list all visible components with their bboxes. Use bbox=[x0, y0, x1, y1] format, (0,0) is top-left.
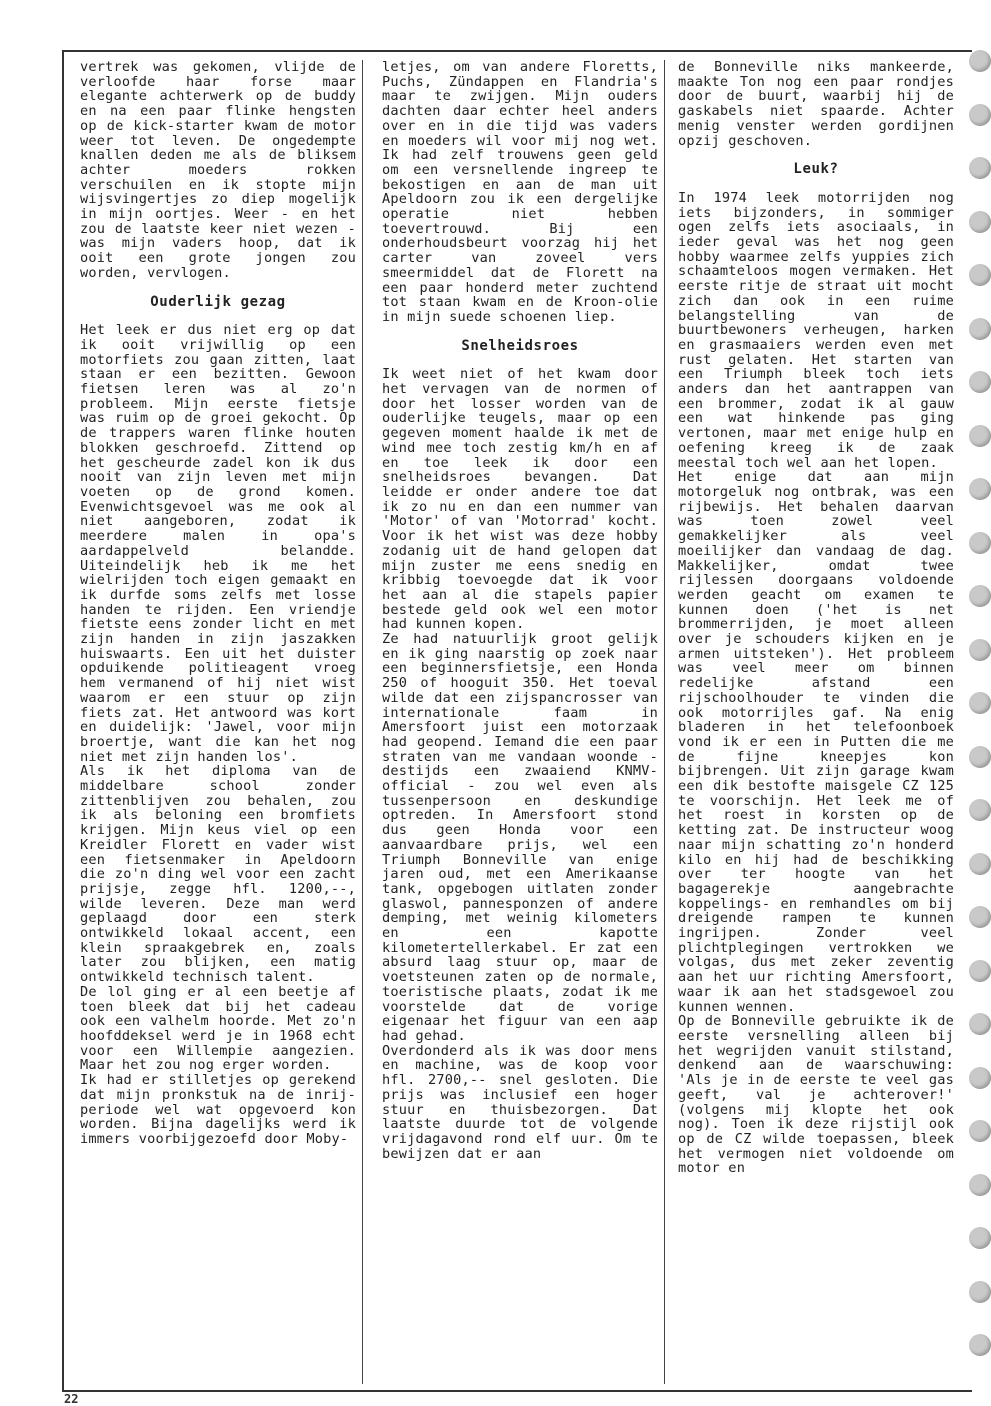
paragraph: De lol ging er al een beetje af toen bleek dat bij het cadeau ook een valhelm hoorde. Met zo'n hoofddeksel werd je in 1968 echt voor een Willempie aangezien. Maar het zou nog erger worden. bbox=[80, 983, 356, 1074]
article-column-2 bbox=[382, 60, 665, 1384]
binder-ring bbox=[969, 1281, 991, 1303]
paragraph: de Bonneville niks mankeerde, maakte Ton nog een paar rondjes door de buurt, waarbij hij de gaskabels niet spaarde. Achter menig venster werden gordijnen opzij geschoven. bbox=[678, 60, 954, 149]
paragraph: Als ik het diploma van de middelbare school zonder zittenblijven zou behalen, zou ik als beloning een bromfiets krijgen. Mijn keus viel op een Kreidler Florett en vader wist een fietsenmaker in Apeldoorn die zo'n ding wel voor een zacht prijsje, zegge hfl. 1200,--, wilde leveren. Deze man werd geplaagd door een sterk ontwikkeld lokaal accent, een klein spraakgebrek en, zoals later zou blijken, een matig ontwikkeld technisch talent. bbox=[80, 763, 356, 986]
binder-ring bbox=[969, 746, 991, 768]
paragraph: Ze had natuurlijk groot gelijk en ik ging naarstig op zoek naar een beginnersfietsje, een Honda 250 of hooguit 350. Het toeval wilde dat een zijspancrosser van internationale faam in Amersfoort juist een motorzaak had geopend. Iemand die een paar straten van me vandaan woonde - destijds een zwaaiend KNMV-official - zou wel even als tussenpersoon en deskundige optreden. In Amersfoort stond dus geen Honda voor een aanvaardbare prijs, wel een Triumph Bonneville van enige jaren oud, met een Amerikaanse tank, opgebogen uitlaten zonder glaswol, pannesponzen of andere demping, met weinig kilometers en een kapotte kilometertellerkabel. Er zat een absurd laag stuur op, maar de voetsteunen zaten op de normale, toeristische plaats, zodat ik me voorstelde dat de vorige eigenaar het figuur van een aap had gehad. bbox=[382, 631, 658, 1044]
binder-ring bbox=[969, 799, 991, 821]
paragraph: Het enige dat aan mijn motorgeluk nog ontbrak, was een rijbewijs. Het behalen daarvan was toen zowel veel gemakkelijker als veel moeilijker dan vandaag de dag. Makkelijker, omdat twee rijlessen doorgaans voldoende werden geacht om examen te kunnen doen ('het is net brommerrijden, je moet alleen over je schouders kijken en je armen uitsteken'). Het probleem was veel meer om binnen redelijke afstand een rijschoolhouder te vinden die ook motorrijles gaf. Na enig bladeren in het telefoonboek vond ik er een in Putten die me de fijne kneepjes kon bijbrengen. Uit zijn garage kwam een dik bestofte maisgele CZ 125 te voorschijn. Het leek me of het roest in korsten op de ketting zat. De instructeur woog naar mijn schatting zo'n honderd kilo en hij had de beschikking over ter hoogte van het bagagerekje aangebrachte koppelings- en remhandles om bij dreigende rampen te kunnen ingrijpen. Zonder veel plichtplegingen vertrokken we volgas, dus met zeker zeventig aan het uur richting Amersfoort, waar ik aan het stadsgewoel zou kunnen wennen. bbox=[678, 469, 954, 1015]
paragraph: Ik weet niet of het kwam door het vervagen van de normen of door het losser worden van de ouderlijke teugels, maar op een gegeven moment haalde ik met de wind mee toch zestig km/h en af en toe leek ik door een snelheidsroes bevangen. Dat leidde er onder andere toe dat ik zo nu en dan een nummer van 'Motor' of van 'Motorrad' kocht. Voor ik het wist was deze hobby zodanig uit de hand gelopen dat mijn zuster me eens snedig en kribbig toevoegde dat ik voor het aan al die stapels papier bestede geld ook wel een motor had kunnen kopen. bbox=[382, 366, 658, 633]
binder-ring bbox=[969, 639, 991, 661]
binder-ring bbox=[969, 264, 991, 286]
binder-ring bbox=[969, 478, 991, 500]
binder-ring bbox=[969, 50, 991, 72]
section-heading: Ouderlijk gezag bbox=[150, 293, 286, 310]
binder-ring bbox=[969, 1227, 991, 1249]
binder-ring bbox=[969, 532, 991, 554]
article-column-3 bbox=[678, 60, 954, 1384]
binder-ring bbox=[969, 104, 991, 126]
paragraph: Op de Bonneville gebruikte ik de eerste versnelling alleen bij het wegrijden vanuit stilstand, denkend aan de waarschuwing: 'Als je in de eerste te veel gas geeft, val je achterover!' (volgens mij klopte het ook nog). Toen ik deze rijstijl ook op de CZ wilde toepassen, bleek het vermogen niet voldoende om motor en bbox=[678, 1013, 954, 1177]
paragraph: Het leek er dus niet erg op dat ik ooit vrijwillig op een motorfiets zou gaan zitten, laat staan er een bezitten. Gewoon fietsen leren was al zo'n probleem. Mijn eerste fietsje was ruim op de groei gekocht. Op de trappers waren flinke houten blokken geschroefd. Zittend op het gescheurde zadel kon ik dus nooit van zijn leven met mijn voeten op de grond komen. Evenwichtsgevoel was me ook al niet aangeboren, zodat ik meerdere malen in opa's aardappelveld belandde. Uiteindelijk heb ik me het wielrijden toch eigen gemaakt en ik durfde soms zelfs met losse handen te rijden. Een vriendje fietste eens zonder licht en met zijn handen in zijn jaszakken huiswaarts. Een uit het duister opduikende politieagent vroeg hem vermanend of hij niet wist waarom er een stuur op zijn fiets zat. Het antwoord was kort en duidelijk: 'Jawel, voor mijn broertje, want die kan het nog niet met zijn handen los'. bbox=[80, 322, 356, 765]
binder-ring bbox=[969, 585, 991, 607]
binder-ring bbox=[969, 906, 991, 928]
paragraph: Ik had er stilletjes op gerekend dat mijn pronkstuk na de inrij-periode wel wat opgevoerd kon worden. Bijna dagelijks werd ik immers voorbijgezoefd door Moby- bbox=[80, 1072, 356, 1147]
binder-ring bbox=[969, 318, 991, 340]
paragraph: Overdonderd als ik was door mens en machine, was de koop voor hfl. 2700,-- snel gesloten. Die prijs was inclusief een hoger stuur en thuisbezorgen. Dat laatste duurde tot de volgende vrijdagavond rond elf uur. Om te bewijzen dat er aan bbox=[382, 1042, 658, 1162]
binder-ring bbox=[969, 1120, 991, 1142]
article-column-1 bbox=[80, 60, 363, 1384]
binder-ring bbox=[969, 425, 991, 447]
binder-ring bbox=[969, 1174, 991, 1196]
binder-ring bbox=[969, 157, 991, 179]
page-number: 22 bbox=[64, 1392, 79, 1406]
binder-ring bbox=[969, 853, 991, 875]
section-heading: Snelheidsroes bbox=[461, 337, 579, 354]
paragraph: vertrek was gekomen, vlijde de verloofde haar forse maar elegante achterwerk op de buddy en na een paar flinke hengsten op de kick-starter kwam de motor weer tot leven. De ongedempte knallen deden me als de bliksem achter moeders rokken verschuilen en ik stopte mijn wijsvingertjes zo diep mogelijk in mijn oortjes. Weer - en het zou de laatste keer niet wezen - was mijn vaders hoop, dat ik ooit een grote jongen zou worden, vervlogen. bbox=[80, 60, 356, 281]
binder-ring bbox=[969, 1334, 991, 1356]
binder-ring bbox=[969, 211, 991, 233]
binder-ring bbox=[969, 371, 991, 393]
binder-ring bbox=[969, 692, 991, 714]
binder-ring bbox=[969, 1067, 991, 1089]
binder-ring bbox=[969, 1013, 991, 1035]
binder-ring bbox=[969, 960, 991, 982]
section-heading: Leuk? bbox=[793, 161, 839, 178]
paragraph: letjes, om van andere Floretts, Puchs, Zündappen en Flandria's maar te zwijgen. Mijn ouders dachten daar echter heel anders over en in die tijd was vaders en moeders wil voor mij nog wet. Ik had zelf trouwens geen geld om een versnellende ingreep te bekostigen en aan de man uit Apeldoorn zou ik een dergelijke operatie niet hebben toevertrouwd. Bij een onderhoudsbeurt voorzag hij het carter van zoveel vers smeermiddel dat de Florett na een paar honderd meter zuchtend tot staan kwam en de Kroon-olie in mijn suede schoenen liep. bbox=[382, 60, 658, 325]
paragraph: In 1974 leek motorrijden nog iets bijzonders, in sommiger ogen zelfs iets asociaals, in ieder geval was het nog geen hobby waarmee zelfs yuppies zich schaamteloos mogen vermaken. Het eerste ritje de straat uit mocht zich dan ook in een ruime belangstelling van de buurtbewoners verheugen, harken en grasmaaiers werden even met rust gelaten. Het starten van een Triumph bleek toch iets anders dan het aantrappen van een brommer, zodat ik al gauw een wat hinkende pas ging vertonen, maar met enige hulp en oefening kreeg ik de zaak meestal toch wel aan het lopen. bbox=[678, 189, 954, 471]
